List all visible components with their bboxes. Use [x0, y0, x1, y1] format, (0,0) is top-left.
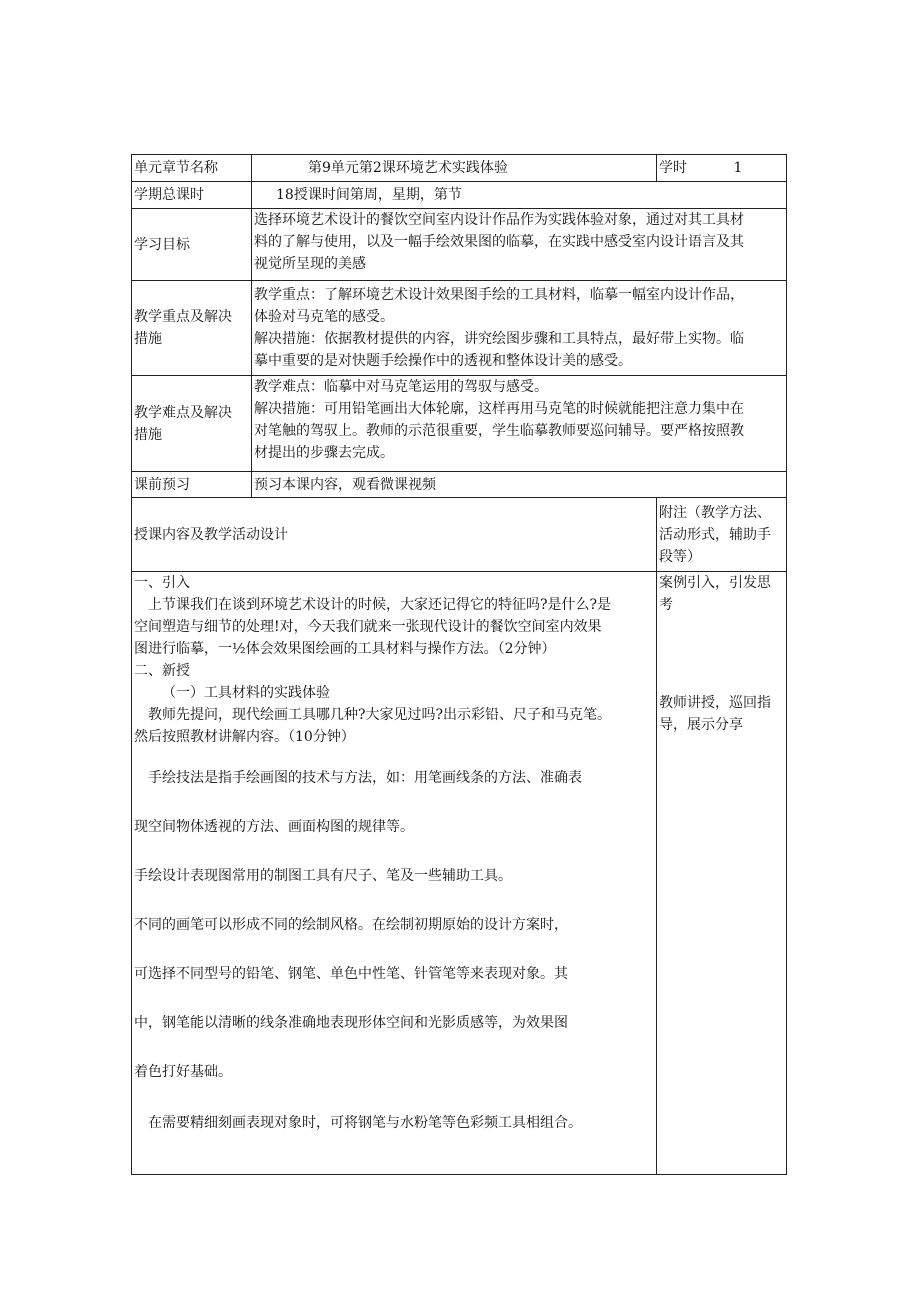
content-line: 然后按照教材讲解内容。（10分钟）: [134, 729, 355, 745]
row-unit-title: [132, 155, 787, 182]
row-semester-hours: [132, 182, 787, 209]
key-point-line: 摹中重要的是对快题手绘操作中的透视和整体设计美的感受。: [254, 353, 632, 369]
hours-cell: [657, 155, 787, 182]
semester-hours-cell: [252, 182, 787, 209]
key-points-label-line: 教学重点及解决: [134, 309, 232, 325]
goal-line: 选择环境艺术设计的餐饮空间室内设计作品作为实践体验对象，通过对其工具材: [254, 212, 744, 228]
semester-hours-value: 18授课时间第周，星期，第节: [276, 187, 462, 203]
semester-hours-label: 学期总课时: [132, 182, 252, 209]
notes-header-line: 段等）: [659, 548, 701, 565]
hours-label: 学时: [659, 160, 687, 176]
content-line: 上节课我们在谈到环境艺术设计的时候，大家还记得它的特征吗?是什么?是: [148, 597, 612, 613]
notes-header-cell: [657, 498, 787, 572]
content-line: 空间塑造与细节的处理!对，今天我们就来一张现代设计的餐饮空间室内效果: [134, 619, 602, 635]
content-line: 手绘技法是指手绘画图的技术与方法，如：用笔画线条的方法、准确表: [148, 770, 582, 786]
content-line: 着色打好基础。: [134, 1064, 232, 1080]
difficulties-label: [132, 376, 252, 472]
notes-body-cell: [657, 572, 787, 1175]
content-line: 在需要精细刻画表现对象时，可将钢笔与水粉笔等色彩频工具相组合。: [148, 1115, 582, 1131]
row-key-points: [132, 281, 787, 376]
note-line: 考: [659, 597, 673, 613]
note-line: 案例引入，引发思: [659, 575, 771, 591]
content-line: 手绘设计表现图常用的制图工具有尺子、笔及一些辅助工具。: [134, 868, 512, 884]
key-points-cell: [252, 281, 787, 376]
learning-goals-cell: [252, 209, 787, 281]
hours-value: 1: [733, 160, 743, 176]
learning-goals-label: 学习目标: [132, 209, 252, 281]
difficulties-label-line: 措施: [134, 426, 162, 443]
section-heading: 二、新授: [134, 663, 190, 679]
unit-title-cell: [252, 155, 657, 182]
row-learning-goals: [132, 209, 787, 281]
difficulties-cell: [252, 376, 787, 472]
preview-label: 课前预习: [132, 472, 252, 498]
key-point-line: 教学重点：了解环境艺术设计效果图手绘的工具材料，临摹一幅室内设计作品，: [254, 287, 744, 303]
key-points-label-line: 措施: [134, 331, 162, 347]
difficulty-line: 解决措施：可用铅笔画出大体轮廓，这样再用马克笔的时候就能把注意力集中在: [254, 401, 744, 417]
content-line: 可选择不同型号的铅笔、钢笔、单色中性笔、针管笔等来表现对象。其: [134, 966, 568, 982]
content-header-label: 授课内容及教学活动设计: [132, 498, 657, 572]
difficulties-label-line: 教学难点及解决: [134, 404, 232, 421]
goal-line: 料的了解与使用，以及一幅手绘效果图的临摹，在实践中感受室内设计语言及其: [254, 234, 744, 250]
content-line: 不同的画笔可以形成不同的绘制风格。在绘制初期原始的设计方案时，: [134, 917, 568, 933]
content-body-cell: [132, 572, 657, 1175]
goal-line: 视觉所呈现的美感: [254, 256, 366, 272]
difficulty-line: 材提出的步骤去完成。: [254, 445, 394, 461]
preview-value: 预习本课内容，观看微课视频: [252, 472, 787, 498]
content-line: 教师先提问，现代绘画工具哪几种?大家见过吗?出示彩铅、尺子和马克笔。: [148, 707, 612, 723]
key-point-line: 体验对马克笔的感受。: [254, 309, 394, 325]
content-line: 中，钢笔能以清晰的线条准确地表现形体空间和光影质感等，为效果图: [134, 1015, 568, 1031]
row-preview: [132, 472, 787, 498]
difficulty-line: 对笔触的驾驭上。教师的示范很重要，学生临摹教师要巡问辅导。要严格按照教: [254, 423, 744, 439]
section-heading: 一、引入: [134, 575, 190, 591]
unit-title-label: 单元章节名称: [132, 155, 252, 182]
content-line: 现空间物体透视的方法、画面构图的规律等。: [134, 819, 414, 835]
difficulty-line: 教学难点：临摹中对马克笔运用的驾驭与感受。: [254, 379, 548, 395]
key-point-line: 解决措施：依据教材提供的内容，讲究绘图步骤和工具特点，最好带上实物。临: [254, 331, 744, 347]
row-content-header: [132, 498, 787, 572]
lesson-plan-document: [131, 154, 786, 1175]
notes-header-line: 活动形式，辅助手: [659, 526, 771, 543]
note-line: 导，展示分享: [659, 717, 743, 733]
content-line: 图进行临摹，一½体会效果图绘画的工具材料与操作方法。（2分钟）: [134, 641, 556, 657]
unit-title-value: 第9单元第2课环境艺术实践体验: [308, 160, 508, 176]
note-line: 教师讲授，巡回指: [659, 695, 771, 711]
key-points-label: [132, 281, 252, 376]
notes-header-line: 附注（教学方法、: [659, 504, 771, 521]
lesson-plan-table: [131, 154, 787, 1175]
row-difficulties: [132, 376, 787, 472]
row-content-body: [132, 572, 787, 1175]
subsection-heading: （一）工具材料的实践体验: [162, 685, 330, 701]
